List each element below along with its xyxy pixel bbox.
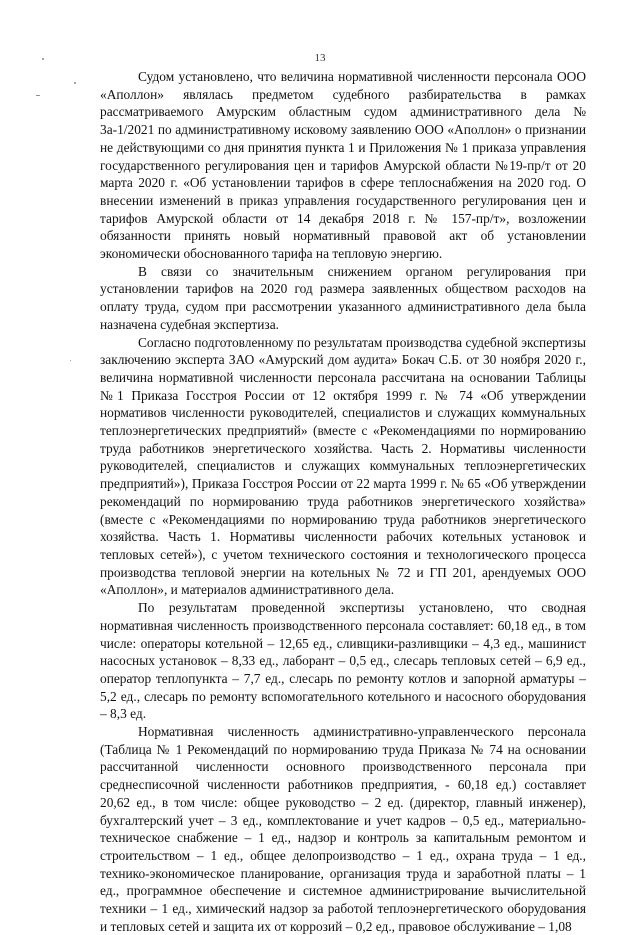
paragraph-expert-conclusion: Согласно подготовленному по результатам производства судебной экспертизы заключению эксперта ЗАО «Амурский дом аудита» Бокач С.Б. от 30 ноября 2020 г., величина нормативной численности персонала рассчитана на основании Таблицы №1 Приказа Госстроя России от 12 октября 1999 г. № 74 «Об утверждении нормативов численности руководителей, специалистов и служащих коммунальных теплоэнергетических предприятий» (вместе с «Рекомендациями по нормированию труда работников энергетического хозяйства. Часть 2. Нормативы численности руководителей, специалистов и служащих коммунальных теплоэнергетических предприятий»), Приказа Госстроя России от 22 марта 1999 г. № 65 «Об утверждении рекомендаций по нормированию труда работников энергетического хозяйства» (вместе с «Рекомендациями по нормированию труда работников энергетического хозяйства. Часть 1. Нормативы численности рабочих котельных установок и тепловых сетей»), с учетом технического состояния и технологического процесса производства тепловой энергии на котельных № 72 и ГП 201, арендуемых ООО «Аполлон», и материалов административного дела. — [100, 334, 586, 598]
page-number: 13 — [314, 52, 326, 64]
paragraph-court-finding: Судом установлено, что величина нормативной численности персонала ООО «Аполлон» являлась предметом судебного разбирательства в рамках рассматриваемого Амурским областным судом административного дела № 3а-1/2021 по административному исковому заявлению ООО «Аполлон» о признании не действующими со дня принятия пункта 1 и Приложения № 1 приказа управления государственного регулирования цен и тарифов Амурской области №19-пр/т от 20 марта 2020 г. «Об установлении тарифов в сфере теплоснабжения на 2020 год. О внесении изменений в приказ управления государственного регулирования цен и тарифов Амурской области от 14 декабря 2018 г. № 157-пр/т», возложении обязанности принять новый нормативный правовой акт об установлении экономически обоснованного тарифа на тепловую энергию. — [100, 69, 586, 262]
scan-speck — [74, 82, 76, 84]
paragraph-admin-staff: Нормативная численность административно-управленческого персонала (Таблица № 1 Рекомендаций по нормированию труда Приказа № 74 на основании рассчитанной численности основного производственного персонала при среднесписочной численности работников предприятия, - 60,18 ед.) составляет 20,62 ед., в том числе: общее руководство – 2 ед. (директор, главный инженер), бухгалтерский учет – 3 ед., комплектование и учет кадров – 0,5 ед., материально-техническое снабжение – 1 ед., надзор и контроль за капитальным ремонтом и строительством – 1 ед., общее делопроизводство – 1 ед., охрана труда – 1 ед., технико-экономическое планирование, организация труда и заработной платы – 1 ед., программное обеспечение и системное администрирование вычислительной техники – 1 ед., химический надзор за работой теплоэнергетического оборудования и тепловых сетей и защита их от коррозий – 0,2 ед., правовое обслуживание – 1,08 — [100, 724, 586, 934]
scan-speck — [36, 95, 40, 96]
paragraph-expertise-appointment: В связи со значительным снижением органом регулирования при установлении тарифов на 2020 год размера заявленных обществом расходов на оплату труда, судом при рассмотрении указанного административного дела была назначена судебная экспертиза. — [100, 263, 586, 332]
scan-speck — [42, 58, 44, 60]
scan-speck — [70, 360, 71, 361]
document-body — [100, 68, 586, 935]
paragraph-production-staff: По результатам проведенной экспертизы установлено, что сводная нормативная численность производственного персонала составляет: 60,18 ед., в том числе: операторы котельной – 12,65 ед., сливщики-разливщики – 4,3 ед., машинист насосных установок – 8,33 ед., лаборант – 0,5 ед., слесарь тепловых сетей – 6,9 ед., оператор теплопункта – 7,7 ед., слесарь по ремонту котлов и запорной арматуры – 5,2 ед., слесарь по ремонту вспомогательного котельного и насосного оборудования – 8,3 ед. — [100, 600, 586, 722]
